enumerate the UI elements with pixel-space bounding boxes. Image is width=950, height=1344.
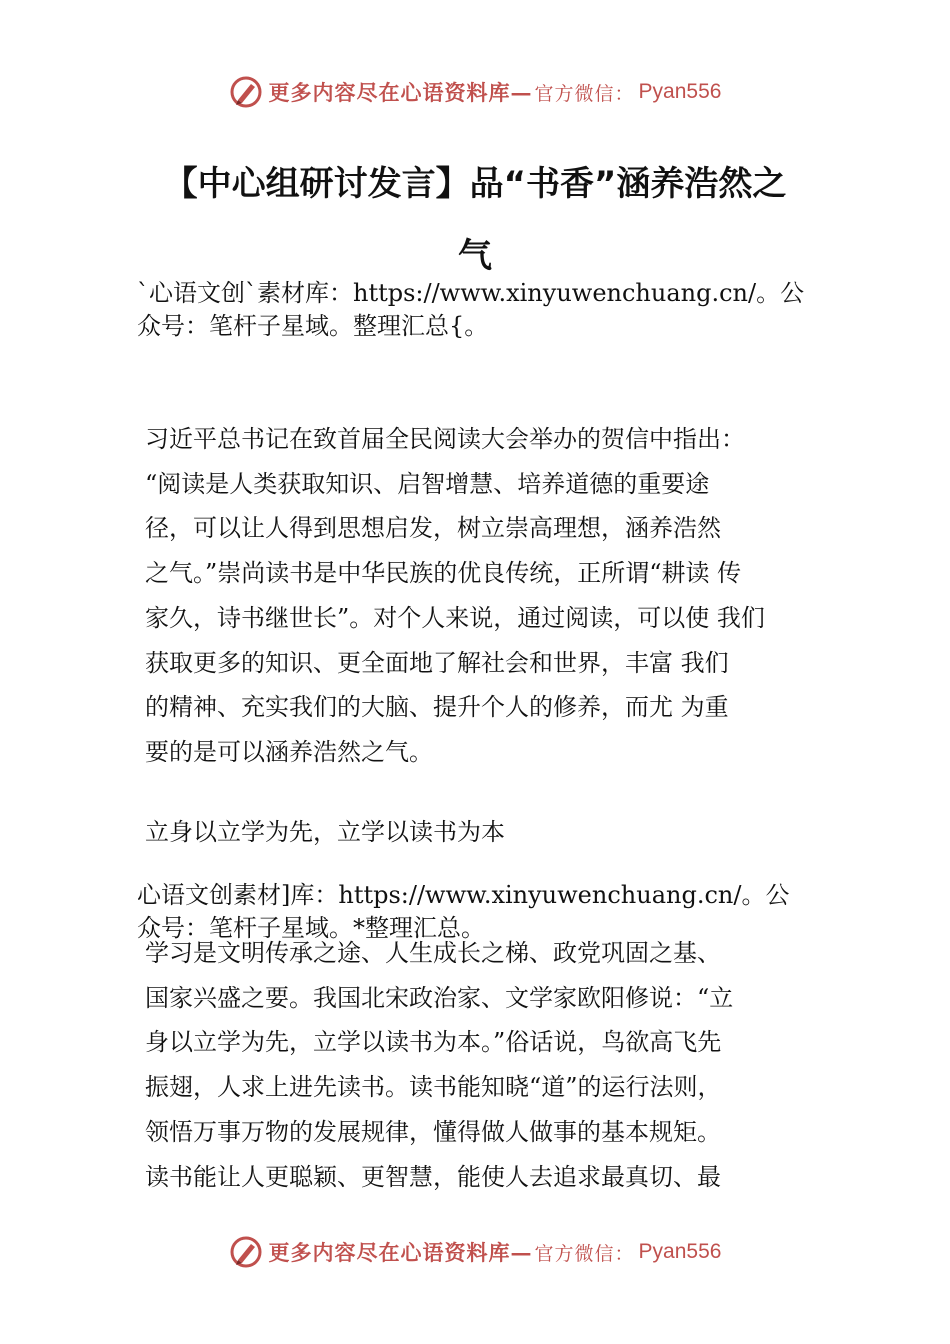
paragraph-1 [145,417,835,775]
paragraph-line: 学习是文明传承之途、人生成长之梯、政党巩固之基、 [145,939,721,967]
pen-logo-icon [229,75,263,109]
footer-banner [0,1232,950,1272]
paragraph-line: 家久，诗书继世长”。对个人来说，通过阅读，可以使 我们 [145,603,765,632]
paragraph-line: 的精神、充实我们的大脑、提升个人的修养，而尤 为重 [145,693,729,722]
paragraph-line: “阅读是人类获取知识、启智增慧、培养道德的重要途 [145,469,710,498]
paragraph-2 [145,931,835,1199]
source-note-line: `心语文创`素材库：https://www.xinyuwenchuang.cn/。公 [137,279,805,307]
paragraph-line: 身以立学为先，立学以读书为本。”俗话说，鸟欲高飞先 [145,1028,722,1057]
paragraph-line: 之气。”崇尚读书是中华民族的优良传统，正所谓“耕读 传 [145,559,742,588]
pen-logo-icon [229,1235,263,1269]
source-note-line: 众号：笔杆子星域。*整理汇总。 [137,914,485,942]
paragraph-line: 领悟万事万物的发展规律，懂得做人做事的基本规矩。 [145,1117,721,1146]
paragraph-line: 国家兴盛之要。我国北宋政治家、文学家欧阳修说：“立 [145,983,734,1012]
banner-wechat-label: 官方微信： [534,1242,635,1265]
section-heading-text: 立身以立学为先，立学以读书为本 [145,818,505,846]
paragraph-line: 振翅，人求上进先读书。读书能知晓“道”的运行法则， [145,1073,722,1102]
paragraph-line: 习近平总书记在致首届全民阅读大会举办的贺信中指出： [145,425,745,453]
source-note-line: 众号：笔杆子星域。整理汇总{。 [137,312,489,340]
document-title-line-2: 气 [458,236,492,276]
banner-text: 更多内容尽在心语资料库— [268,80,533,105]
banner-wechat-id: Pyan556 [638,80,722,103]
source-note-1 [137,277,837,343]
paragraph-line: 获取更多的知识、更全面地了解社会和世界，丰富 我们 [145,648,729,677]
banner-wechat-label: 官方微信： [534,82,635,105]
paragraph-line: 读书能让人更聪颖、更智慧，能使人去追求最真切、最 [145,1162,721,1191]
banner-wechat-id: Pyan556 [638,1240,722,1263]
source-note-line: 心语文创素材]库：https://www.xinyuwenchuang.cn/。公 [137,881,790,909]
header-banner [0,72,950,112]
document-title-line-1: 【中心组研讨发言】品“书香”涵养浩然之 [163,164,787,204]
banner-text: 更多内容尽在心语资料库— [268,1240,533,1265]
section-heading [145,810,835,855]
paragraph-line: 要的是可以涵养浩然之气。 [145,737,433,766]
paragraph-line: 径，可以让人得到思想启发，树立崇高理想，涵养浩然 [145,514,721,543]
